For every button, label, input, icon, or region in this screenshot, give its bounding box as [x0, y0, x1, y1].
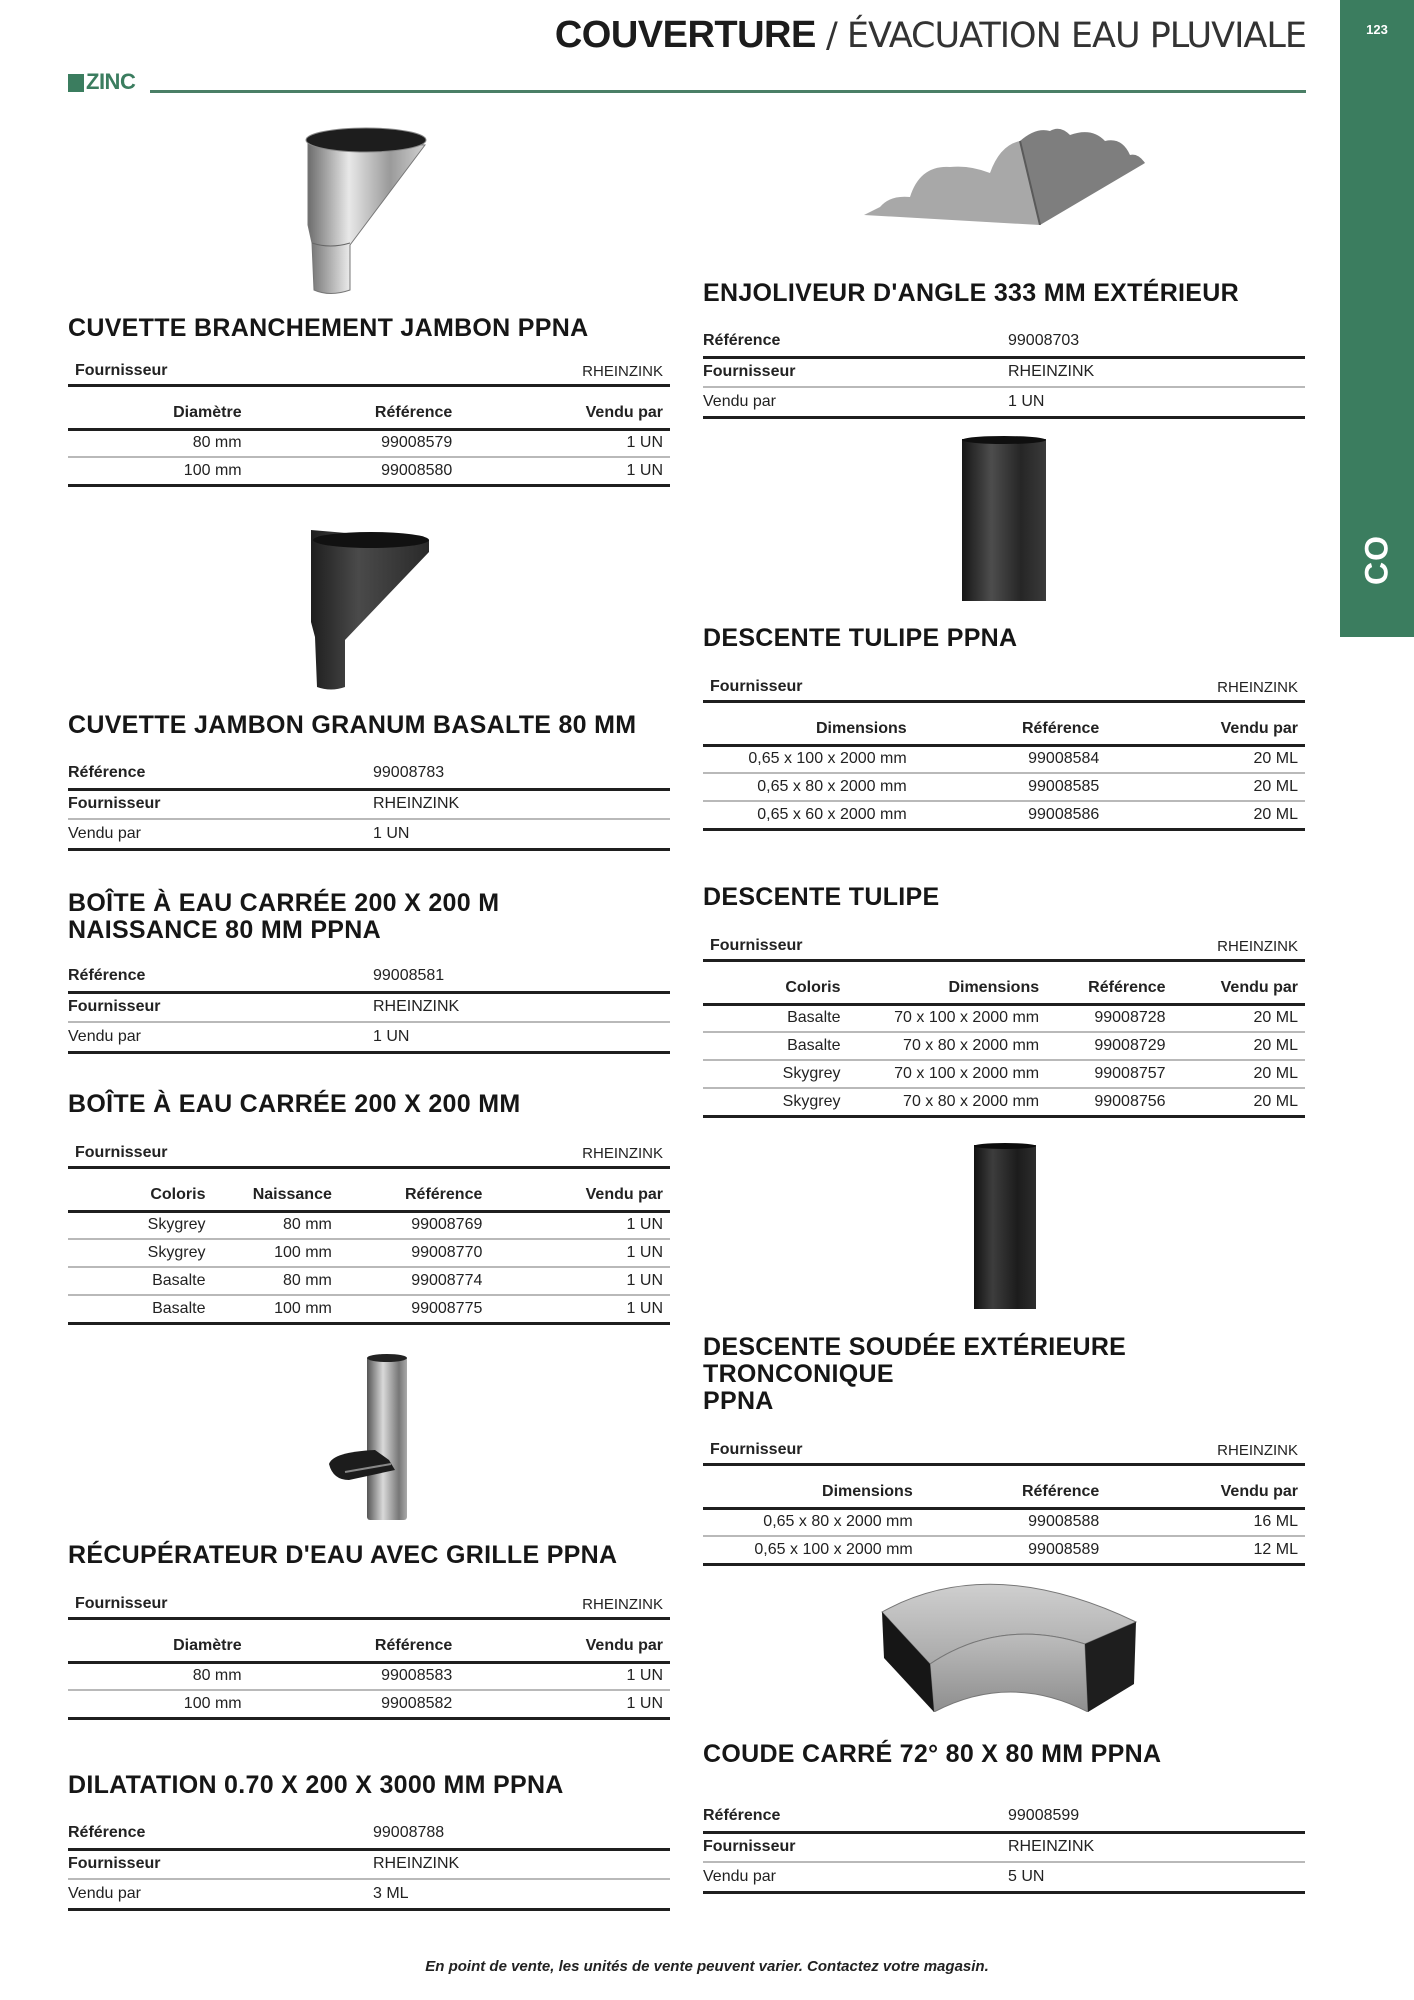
cell-reference: 99008775 [339, 1295, 490, 1323]
reference-label: Référence [68, 962, 373, 992]
descente-soudee-image [970, 1143, 1040, 1311]
cell-vendu-par: 20 ML [1106, 773, 1305, 801]
supplier-value: RHEINZINK [582, 1595, 663, 1613]
column-header: Vendu par [1106, 719, 1305, 745]
vendu-par-label: Vendu par [68, 1879, 373, 1909]
vendu-par-label: Vendu par [68, 819, 373, 849]
column-header: Dimensions [703, 719, 914, 745]
cell-vendu-par: 20 ML [1173, 1004, 1305, 1032]
column-header: Vendu par [1106, 1482, 1305, 1508]
footer-note: En point de vente, les unités de vente peuvent varier. Contactez votre magasin. [425, 1958, 989, 1975]
coude-carre-image [870, 1562, 1140, 1712]
table-row [68, 1239, 670, 1267]
product-descente-tulipe-ppna [703, 625, 1305, 831]
product-enjoliveur [703, 280, 1305, 419]
vendu-par-value: 3 ML [373, 1879, 670, 1909]
supplier-row [703, 674, 1305, 700]
cell-diametre: 80 mm [68, 1662, 249, 1690]
cell-naissance: 80 mm [212, 1267, 338, 1295]
product-title: CUVETTE BRANCHEMENT JAMBON PPNA [68, 314, 589, 342]
column-header: Coloris [703, 978, 847, 1004]
product-title-line2: PPNA [703, 1387, 774, 1415]
cell-reference: 99008770 [339, 1239, 490, 1267]
product-boite-naissance [68, 890, 670, 1054]
table-row [703, 1508, 1305, 1536]
product-specs [68, 759, 670, 851]
supplier-value: RHEINZINK [373, 992, 670, 1022]
supplier-value: RHEINZINK [373, 789, 670, 819]
cell-vendu-par: 20 ML [1173, 1088, 1305, 1116]
cell-reference: 99008589 [920, 1536, 1107, 1564]
cell-dimensions: 70 x 80 x 2000 mm [847, 1088, 1046, 1116]
product-title: DILATATION 0.70 X 200 X 3000 MM PPNA [68, 1771, 564, 1799]
reference-label: Référence [703, 1802, 1008, 1832]
cell-dimensions: 0,65 x 80 x 2000 mm [703, 773, 914, 801]
chapter-tab[interactable] [1340, 0, 1414, 637]
cell-reference: 99008588 [920, 1508, 1107, 1536]
page-title [540, 14, 1306, 57]
cell-coloris: Basalte [68, 1295, 212, 1323]
product-specs [703, 327, 1305, 419]
cell-diametre: 100 mm [68, 1690, 249, 1718]
supplier-value: RHEINZINK [1008, 1832, 1305, 1862]
product-title: BOÎTE À EAU CARRÉE 200 X 200 MM [68, 1090, 521, 1118]
vendu-par-value: 1 UN [1008, 387, 1305, 417]
product-title: DESCENTE TULIPE PPNA [703, 624, 1018, 652]
cell-reference: 99008582 [249, 1690, 460, 1718]
supplier-row [703, 933, 1305, 959]
column-header: Référence [339, 1185, 490, 1211]
supplier-label: Fournisseur [75, 1595, 168, 1612]
supplier-label: Fournisseur [703, 1832, 1008, 1862]
product-title-line1: DESCENTE SOUDÉE EXTÉRIEURE TRONCONIQUE [703, 1333, 1127, 1388]
title-separator: / [815, 16, 847, 56]
cell-dimensions: 70 x 100 x 2000 mm [847, 1060, 1046, 1088]
product-descente-tulipe [703, 884, 1305, 1118]
table-row [703, 773, 1305, 801]
supplier-value: RHEINZINK [1008, 357, 1305, 387]
cell-naissance: 100 mm [212, 1239, 338, 1267]
cell-reference: 99008583 [249, 1662, 460, 1690]
table-row [703, 801, 1305, 829]
product-dilatation [68, 1772, 670, 1911]
cell-reference: 99008774 [339, 1267, 490, 1295]
cell-vendu-par: 20 ML [1173, 1032, 1305, 1060]
supplier-row [68, 358, 670, 384]
cell-naissance: 80 mm [212, 1211, 338, 1239]
supplier-label: Fournisseur [703, 357, 1008, 387]
variants-table [703, 719, 1305, 831]
supplier-label: Fournisseur [68, 992, 373, 1022]
cell-dimensions: 0,65 x 80 x 2000 mm [703, 1508, 920, 1536]
cell-coloris: Skygrey [703, 1060, 847, 1088]
supplier-label: Fournisseur [68, 789, 373, 819]
supplier-value: RHEINZINK [1217, 678, 1298, 696]
supplier-label: Fournisseur [68, 1849, 373, 1879]
category-title: COUVERTURE [554, 14, 816, 56]
cell-vendu-par: 1 UN [459, 1662, 670, 1690]
cell-reference: 99008729 [1046, 1032, 1172, 1060]
table-row [703, 745, 1305, 773]
cell-coloris: Skygrey [703, 1088, 847, 1116]
cell-dimensions: 70 x 80 x 2000 mm [847, 1032, 1046, 1060]
reference-label: Référence [703, 327, 1008, 357]
supplier-label: Fournisseur [710, 937, 803, 954]
product-cuvette-branchement [68, 315, 670, 487]
cell-diametre: 100 mm [68, 457, 249, 485]
cell-reference: 99008728 [1046, 1004, 1172, 1032]
product-title: COUDE CARRÉ 72° 80 X 80 MM PPNA [703, 1740, 1162, 1768]
cell-vendu-par: 1 UN [489, 1211, 670, 1239]
supplier-label: Fournisseur [710, 1441, 803, 1458]
reference-value: 99008581 [373, 962, 670, 992]
column-header: Référence [920, 1482, 1107, 1508]
supplier-row [68, 1591, 670, 1617]
descente-tulipe-ppna-image [960, 435, 1050, 603]
cell-reference: 99008579 [249, 429, 460, 457]
supplier-value: RHEINZINK [582, 362, 663, 380]
column-header: Diamètre [68, 403, 249, 429]
product-recuperateur [68, 1542, 670, 1720]
cuvette-branchement-image [300, 125, 435, 295]
section-divider [150, 90, 1306, 93]
product-specs [68, 962, 670, 1054]
variants-table [68, 1636, 670, 1720]
column-header: Dimensions [847, 978, 1046, 1004]
reference-value: 99008703 [1008, 327, 1305, 357]
product-title: RÉCUPÉRATEUR D'EAU AVEC GRILLE PPNA [68, 1541, 618, 1569]
cell-vendu-par: 16 ML [1106, 1508, 1305, 1536]
subcategory-title: ÉVACUATION EAU PLUVIALE [846, 16, 1306, 56]
cell-reference: 99008586 [914, 801, 1107, 829]
supplier-value: RHEINZINK [373, 1849, 670, 1879]
supplier-row [703, 1437, 1305, 1463]
column-header: Vendu par [489, 1185, 670, 1211]
table-row [703, 1004, 1305, 1032]
cell-vendu-par: 1 UN [459, 457, 670, 485]
supplier-row [68, 1140, 670, 1166]
cell-vendu-par: 1 UN [489, 1295, 670, 1323]
cell-reference: 99008585 [914, 773, 1107, 801]
cell-dimensions: 0,65 x 100 x 2000 mm [703, 745, 914, 773]
cell-coloris: Basalte [703, 1004, 847, 1032]
column-header: Vendu par [459, 1636, 670, 1662]
column-header: Référence [249, 1636, 460, 1662]
product-title: ENJOLIVEUR D'ANGLE 333 MM EXTÉRIEUR [703, 279, 1239, 307]
product-cuvette-granum [68, 712, 670, 851]
cell-vendu-par: 1 UN [459, 1690, 670, 1718]
supplier-value: RHEINZINK [582, 1144, 663, 1162]
supplier-value: RHEINZINK [1217, 937, 1298, 955]
cell-vendu-par: 20 ML [1173, 1060, 1305, 1088]
supplier-label: Fournisseur [75, 1144, 168, 1161]
supplier-label: Fournisseur [710, 678, 803, 695]
reference-value: 99008783 [373, 759, 670, 789]
table-row [68, 457, 670, 485]
cell-reference: 99008584 [914, 745, 1107, 773]
table-row [703, 1032, 1305, 1060]
cuvette-granum-image [305, 522, 435, 692]
cell-coloris: Basalte [703, 1032, 847, 1060]
vendu-par-value: 5 UN [1008, 1862, 1305, 1892]
product-title: DESCENTE TULIPE [703, 883, 940, 911]
supplier-value: RHEINZINK [1217, 1441, 1298, 1459]
recuperateur-image [325, 1352, 415, 1522]
product-title-line2: NAISSANCE 80 MM PPNA [68, 916, 381, 944]
column-header: Vendu par [1173, 978, 1305, 1004]
table-row [703, 1536, 1305, 1564]
column-header: Diamètre [68, 1636, 249, 1662]
section-label [68, 69, 136, 94]
cell-vendu-par: 1 UN [459, 429, 670, 457]
table-row [68, 1690, 670, 1718]
cell-dimensions: 0,65 x 60 x 2000 mm [703, 801, 914, 829]
cell-vendu-par: 20 ML [1106, 745, 1305, 773]
chapter-code: CO [1358, 535, 1395, 585]
cell-reference: 99008756 [1046, 1088, 1172, 1116]
reference-value: 99008788 [373, 1819, 670, 1849]
column-header: Coloris [68, 1185, 212, 1211]
cell-reference: 99008580 [249, 457, 460, 485]
page-number: 123 [1366, 22, 1388, 37]
vendu-par-label: Vendu par [68, 1022, 373, 1052]
table-row [68, 1662, 670, 1690]
column-header: Naissance [212, 1185, 338, 1211]
table-row [68, 1267, 670, 1295]
table-row [68, 1295, 670, 1323]
table-row [703, 1088, 1305, 1116]
cell-vendu-par: 12 ML [1106, 1536, 1305, 1564]
variants-table [703, 978, 1305, 1118]
cell-coloris: Basalte [68, 1267, 212, 1295]
cell-vendu-par: 1 UN [489, 1239, 670, 1267]
cell-coloris: Skygrey [68, 1211, 212, 1239]
cell-vendu-par: 20 ML [1106, 801, 1305, 829]
product-coude-carre [703, 1741, 1305, 1894]
product-specs [68, 1819, 670, 1911]
column-header: Référence [1046, 978, 1172, 1004]
cell-reference: 99008769 [339, 1211, 490, 1239]
cell-dimensions: 70 x 100 x 2000 mm [847, 1004, 1046, 1032]
vendu-par-label: Vendu par [703, 1862, 1008, 1892]
column-header: Dimensions [703, 1482, 920, 1508]
table-row [68, 429, 670, 457]
reference-label: Référence [68, 1819, 373, 1849]
cell-reference: 99008757 [1046, 1060, 1172, 1088]
cell-diametre: 80 mm [68, 429, 249, 457]
variants-table [703, 1482, 1305, 1566]
reference-label: Référence [68, 759, 373, 789]
reference-value: 99008599 [1008, 1802, 1305, 1832]
variants-table [68, 403, 670, 487]
cell-coloris: Skygrey [68, 1239, 212, 1267]
variants-table [68, 1185, 670, 1325]
enjoliveur-image [860, 125, 1150, 225]
cell-dimensions: 0,65 x 100 x 2000 mm [703, 1536, 920, 1564]
product-descente-soudee [703, 1334, 1305, 1566]
vendu-par-value: 1 UN [373, 1022, 670, 1052]
section-label-text: ZINC [86, 69, 136, 94]
column-header: Vendu par [459, 403, 670, 429]
product-boite-200 [68, 1091, 670, 1325]
section-square-icon [68, 74, 84, 92]
table-row [703, 1060, 1305, 1088]
cell-vendu-par: 1 UN [489, 1267, 670, 1295]
column-header: Référence [249, 403, 460, 429]
product-specs [703, 1802, 1305, 1894]
table-row [68, 1211, 670, 1239]
vendu-par-value: 1 UN [373, 819, 670, 849]
supplier-label: Fournisseur [75, 362, 168, 379]
product-title: CUVETTE JAMBON GRANUM BASALTE 80 MM [68, 711, 637, 739]
vendu-par-label: Vendu par [703, 387, 1008, 417]
cell-naissance: 100 mm [212, 1295, 338, 1323]
product-title-line1: BOÎTE À EAU CARRÉE 200 X 200 M [68, 889, 500, 917]
column-header: Référence [914, 719, 1107, 745]
